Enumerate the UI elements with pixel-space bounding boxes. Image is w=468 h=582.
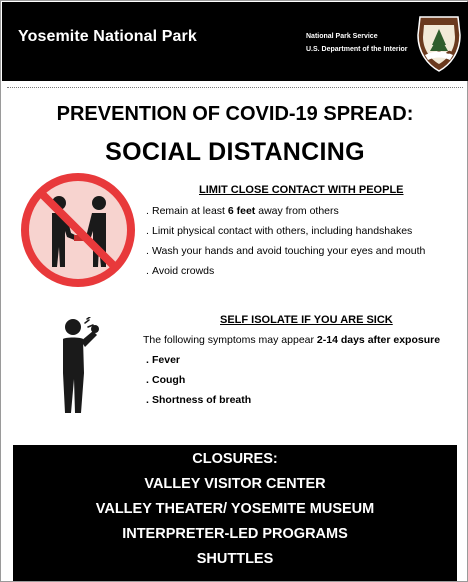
symptom-text: Cough (152, 374, 186, 386)
bullet-icon: . (146, 205, 149, 217)
no-handshake-icon (19, 171, 137, 289)
item-text: Wash your hands and avoid touching your eyes and mouth (152, 245, 426, 257)
nps-arrowhead-icon (416, 15, 462, 73)
bullet-icon: . (146, 374, 149, 386)
bullet-icon: . (146, 354, 149, 366)
symptoms-intro (143, 334, 440, 346)
intro-emphasis: 2-14 days after exposure (316, 334, 441, 346)
contact-heading: LIMIT CLOSE CONTACT WITH PEOPLE (199, 184, 404, 196)
list-item (146, 224, 425, 244)
contact-guidelines-list (146, 204, 425, 284)
closure-item: SHUTTLES (196, 551, 274, 567)
closures-heading: CLOSURES: (192, 451, 278, 467)
closure-item: VALLEY THEATER/ YOSEMITE MUSEUM (95, 501, 375, 517)
park-title: Yosemite National Park (18, 28, 197, 45)
closures-box (13, 445, 457, 581)
item-text-end: away from others (255, 205, 339, 217)
list-item (146, 353, 251, 373)
intro-text: The following symptoms may appear (143, 334, 317, 346)
isolate-heading: SELF ISOLATE IF YOU ARE SICK (220, 314, 393, 326)
bullet-icon: . (146, 265, 149, 277)
bullet-icon: . (146, 394, 149, 406)
sick-person-icon (51, 317, 105, 417)
list-item (146, 264, 425, 284)
item-text: Limit physical contact with others, including handshakes (152, 225, 413, 237)
item-emphasis: 6 feet (227, 205, 256, 217)
divider (7, 87, 463, 88)
header-bar (2, 2, 468, 81)
bullet-icon: . (146, 245, 149, 257)
agency-line-2: U.S. Department of the Interior (306, 46, 408, 53)
list-item (146, 244, 425, 264)
main-title-line-1: PREVENTION OF COVID-19 SPREAD: (56, 103, 414, 125)
main-title-line-2: SOCIAL DISTANCING (105, 138, 365, 166)
item-text: Avoid crowds (152, 265, 215, 277)
item-text: Remain at least (152, 205, 228, 217)
agency-line-1: National Park Service (306, 33, 378, 40)
agency-text (306, 30, 408, 56)
symptoms-list (146, 353, 251, 413)
list-item (146, 373, 251, 393)
symptom-text: Shortness of breath (152, 394, 252, 406)
closure-item: VALLEY VISITOR CENTER (144, 476, 326, 492)
bullet-icon: . (146, 225, 149, 237)
list-item (146, 393, 251, 413)
list-item (146, 204, 425, 224)
closure-item: INTERPRETER-LED PROGRAMS (122, 526, 348, 542)
symptom-text: Fever (152, 354, 181, 366)
